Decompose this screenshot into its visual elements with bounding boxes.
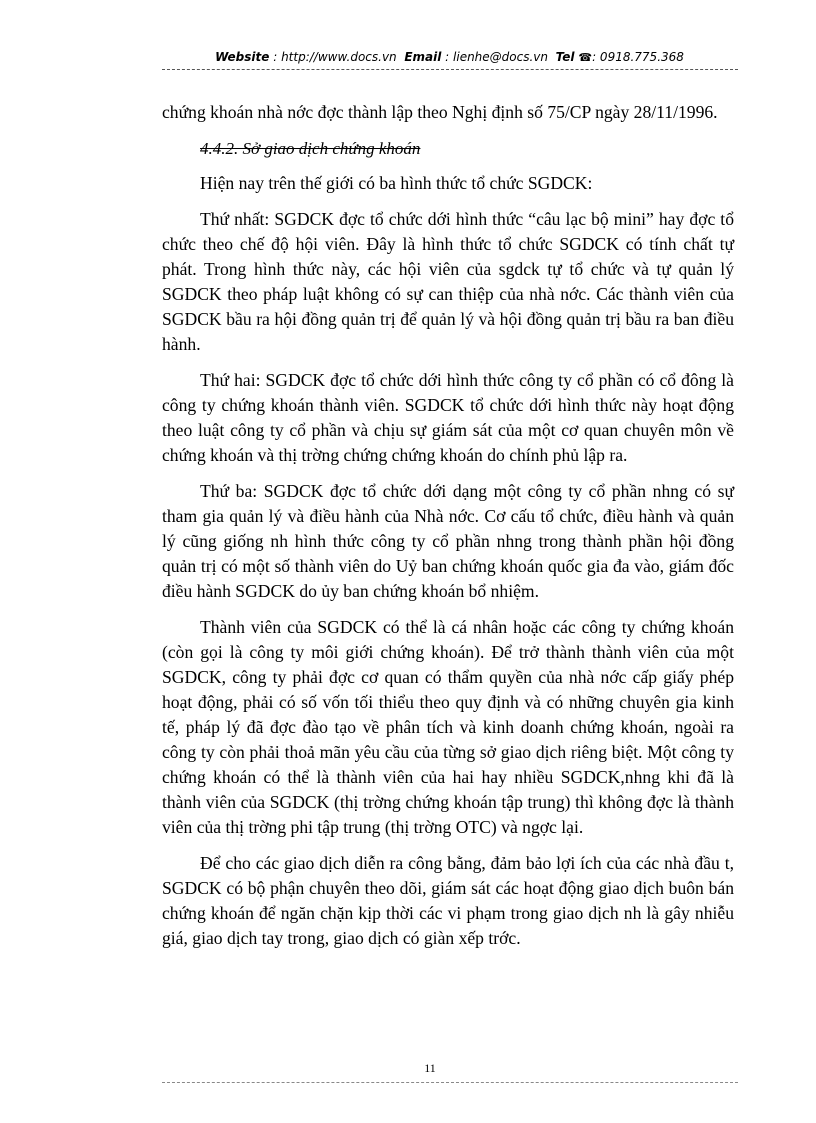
paragraph-0: chứng khoán nhà nớc đợc thành lập theo Nghị định số 75/CP ngày 28/11/1996.	[162, 102, 718, 122]
paragraph-1: Hiện nay trên thế giới có ba hình thức tổ chức SGDCK:	[200, 173, 593, 193]
paragraph-4: Thứ ba: SGDCK đợc tổ chức dới dạng một công ty cổ phần nhng có sự tham gia quản lý và điều hành của Nhà nớc. Cơ cấu tổ chức, điều hành và quản lý cũng giống nh hình thức công ty cổ phần nhng trong thành phần hội đồng quản trị có một số thành viên do Uỷ ban chứng khoán quốc gia đa vào, giám đốc điều hành SGDCK do ủy ban chứng khoán bổ nhiệm.	[162, 481, 734, 601]
tel-value: : 0918.775.368	[592, 50, 684, 64]
page-number: 11	[424, 1061, 436, 1075]
page-header	[162, 50, 737, 64]
email-label: Email	[404, 50, 442, 64]
paragraph-5: Thành viên của SGDCK có thể là cá nhân hoặc các công ty chứng khoán (còn gọi là công ty môi giới chứng khoán). Để trở thành thành viên của một SGDCK, công ty phải đợc cơ quan có thẩm quyền của nhà nớc cấp giấy phép hoạt động, phải có số vốn tối thiểu theo quy định và có những chuyên gia kinh tế, pháp lý đã đợc đào tạo về phân tích và kinh doanh chứng khoán, ngoài ra công ty còn phải thoả mãn yêu cầu của từng sở giao dịch riêng biệt. Một công ty chứng khoán có thể là thành viên của hai hay nhiều SGDCK,nhng khi đã là thành viên của SGDCK (thị trờng chứng khoán tập trung) thì không đợc là thành viên của thị trờng phi tập trung (thị trờng OTC) và ngợc lại.	[162, 617, 734, 837]
footer-divider	[162, 1082, 738, 1083]
website-label: Website	[215, 50, 270, 64]
paragraph-3: Thứ hai: SGDCK đợc tổ chức dới hình thức công ty cổ phần có cổ đông là công ty chứng khoán thành viên. SGDCK tổ chức dới hình thức này hoạt động theo luật công ty cổ phần và chịu sự giám sát của một cơ quan chuyên môn về chứng khoán và thị trờng chứng chứng khoán do chính phủ lập ra.	[162, 370, 734, 465]
document-body	[162, 100, 734, 962]
tel-label: Tel	[555, 50, 575, 64]
paragraph-6: Để cho các giao dịch diễn ra công bằng, đảm bảo lợi ích của các nhà đầu t, SGDCK có bộ phận chuyên theo dõi, giám sát các hoạt động giao dịch buôn bán chứng khoán để ngăn chặn kịp thời các vi phạm trong giao dịch nh là gây nhiễu giá, giao dịch tay trong, giao dịch có giàn xếp trớc.	[162, 853, 734, 948]
section-heading: 4.4.2. Sở giao dịch chứng khoán	[200, 139, 421, 158]
phone-icon: ☎	[578, 51, 593, 64]
paragraph-2: Thứ nhất: SGDCK đợc tổ chức dới hình thức “câu lạc bộ mini” hay đợc tổ chức theo chế độ hội viên. Đây là hình thức tổ chức SGDCK có tính chất tự phát. Trong hình thức này, các hội viên của sgdck tự tổ chức và tự quản lý SGDCK theo pháp luật không có sự can thiệp của nhà nớc. Các thành viên của SGDCK bầu ra hội đồng quản trị để quản lý và hội đồng quản trị bầu ra ban điều hành.	[162, 209, 734, 354]
header-divider	[162, 69, 738, 70]
website-value: : http://www.docs.vn	[273, 50, 397, 64]
email-value: : lienhe@docs.vn	[445, 50, 549, 64]
